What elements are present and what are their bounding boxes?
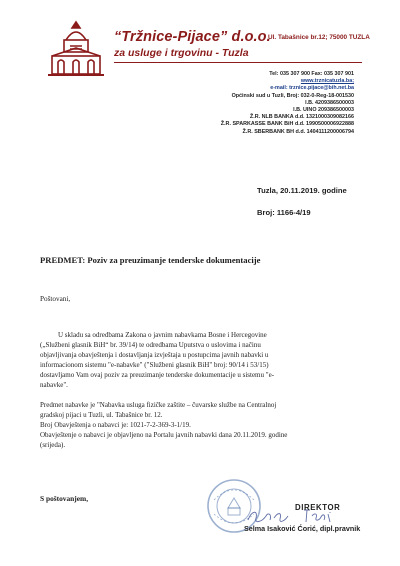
bank-account-nlb: Ž.R. NLB BANKA d.d. 1321000309082166 — [249, 114, 354, 121]
document-number: Broj: 1166-4/19 — [257, 208, 311, 217]
id-number: I.B. 4209386500003 — [305, 99, 354, 106]
bank-account-sparkasse: Ž.R. SPARKASSE BANK BiH d.d. 1990500006922888 — [220, 121, 354, 128]
body-line: Broj Obavještenja o nabavci je: 1021-7-2-369-3-1/19. — [40, 421, 191, 429]
signatory-name: Selma Isaković Ćorić, dipl.pravnik — [244, 524, 361, 533]
company-address: Ul. Tabašnice br.12; 75000 TUZLA — [268, 34, 370, 41]
body-line: Predmet nabavke je "Nabavka usluga fizičke zaštite – čuvarske službe na Centralnoj — [40, 401, 277, 409]
company-name: “Tržnice-Pijace” d.o.o. — [114, 29, 271, 45]
company-tagline: za usluge i trgovinu - Tuzla — [114, 47, 249, 59]
website-link[interactable]: www.trznicatuzla.ba; — [300, 78, 354, 85]
body-line: gradskoj pijaci u Tuzli, ul. Tabašnice br. 12. — [40, 411, 163, 419]
body-line: („Službeni glasnik BiH“ br. 39/14) te odredbama Uputstva o uslovima i načinu — [40, 341, 261, 349]
body-line: U skladu sa odredbama Zakona o javnim nabavkama Bosne i Hercegovine — [58, 331, 267, 339]
director-title: DIREKTOR — [295, 503, 341, 512]
body-line: dostavljamo Vam ovaj poziv za preuzimanje tenderske dokumentacije u sistemu "e- — [40, 371, 275, 379]
bank-account-sberbank: Ž.R. SBERBANK BH d.d. 1404111200006794 — [242, 128, 354, 135]
document-date: Tuzla, 20.11.2019. godine — [257, 186, 347, 195]
body-line: (srijeda). — [40, 441, 66, 449]
body-line: informacionom sistemu "e-nabavke" ("Službeni glasnik BiH" broj: 90/14 i 53/15) — [40, 361, 269, 369]
phone-fax: Tel: 035 307 900 Fax: 035 307 901 — [269, 71, 354, 77]
body-line: nabavke". — [40, 381, 68, 389]
court-registration: Općinski sud u Tuzli, Broj: 032-0-Reg-18-001530 — [231, 92, 354, 99]
body-line: Obavještenje o nabavci je objavljeno na Portalu javnih nabavki dana 20.11.2019. godine — [40, 431, 288, 439]
body-line: objavljivanja obavještenja i dostavljanja izvještaja u postupcima javnih nabavki u — [40, 351, 269, 359]
greeting: Poštovani, — [40, 295, 71, 303]
market-building-logo-icon — [44, 18, 108, 78]
header-divider — [114, 62, 362, 63]
closing-salutation: S poštovanjem, — [40, 494, 89, 503]
email-link[interactable]: e-mail: trznice.pijace@bih.net.ba — [270, 85, 354, 92]
subject-line: PREDMET: Poziv za preuzimanje tenderske dokumentacije — [40, 255, 261, 265]
registration-info — [218, 71, 354, 136]
vat-id-number: I.B. UINO 209386500003 — [293, 107, 354, 114]
